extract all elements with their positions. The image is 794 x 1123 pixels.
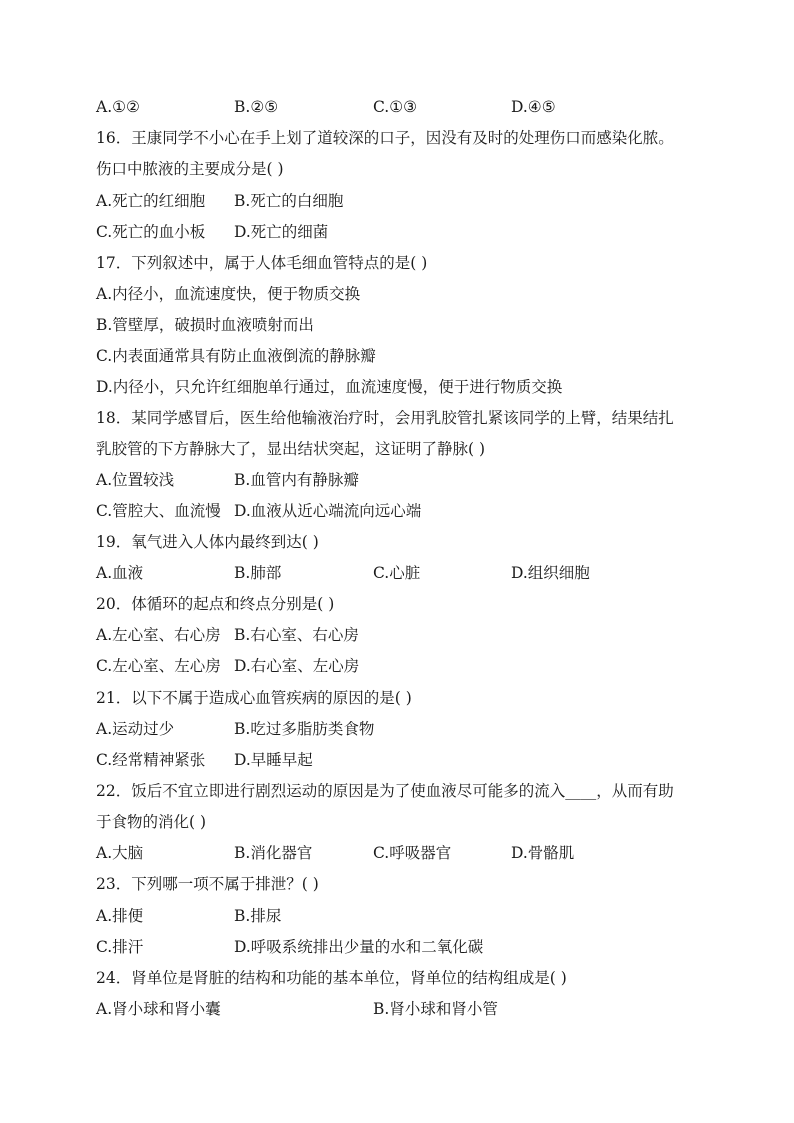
q18-stem-line2: 乳胶管的下方静脉大了，显出结状突起，这证明了静脉( ) (96, 440, 486, 458)
q17-option-b: B.管壁厚，破损时血液喷射而出 (96, 316, 314, 334)
q16-option-c: C.死亡的血小板 (96, 223, 206, 241)
q24-option-b: B.肾小球和肾小管 (373, 1000, 498, 1018)
q23-option-d: D.呼吸系统排出少量的水和二氧化碳 (234, 938, 484, 956)
q23-stem: 23．下列哪一项不属于排泄？( ) (96, 875, 319, 893)
q20-option-d: D.右心室、左心房 (234, 657, 360, 675)
q21-stem: 21．以下不属于造成心血管疾病的原因的是( ) (96, 689, 412, 707)
q17-option-d: D.内径小，只允许红细胞单行通过，血流速度慢，便于进行物质交换 (96, 378, 563, 396)
q15-option-b: B.②⑤ (234, 98, 279, 116)
q16-option-b: B.死亡的白细胞 (234, 192, 344, 210)
q22-option-b: B.消化器官 (234, 844, 313, 862)
q20-stem: 20．体循环的起点和终点分别是( ) (96, 595, 335, 613)
q22-stem-line2: 于食物的消化( ) (96, 813, 207, 831)
q20-option-a: A.左心室、右心房 (96, 626, 221, 644)
q23-option-c: C.排汗 (96, 938, 144, 956)
q22-stem-line1: 22．饭后不宜立即进行剧烈运动的原因是为了使血液尽可能多的流入____，从而有助 (96, 782, 674, 800)
q15-option-c: C.①③ (373, 98, 418, 116)
q15-option-d: D.④⑤ (511, 98, 556, 116)
q17-option-a: A.内径小，血流速度快，便于物质交换 (96, 285, 361, 303)
q20-option-c: C.左心室、左心房 (96, 657, 221, 675)
q22-option-a: A.大脑 (96, 844, 144, 862)
q21-option-d: D.早睡早起 (234, 751, 313, 769)
q18-stem-line1: 18．某同学感冒后，医生给他输液治疗时，会用乳胶管扎紧该同学的上臂，结果结扎 (96, 409, 674, 427)
q21-option-c: C.经常精神紧张 (96, 751, 206, 769)
q22-option-c: C.呼吸器官 (373, 844, 452, 862)
q18-option-d: D.血液从近心端流向远心端 (234, 502, 422, 520)
q21-option-a: A.运动过少 (96, 720, 175, 738)
q18-option-b: B.血管内有静脉瓣 (234, 471, 359, 489)
q21-option-b: B.吃过多脂肪类食物 (234, 720, 375, 738)
q19-option-c: C.心脏 (373, 564, 421, 582)
q19-option-b: B.肺部 (234, 564, 282, 582)
q22-option-d: D.骨骼肌 (511, 844, 575, 862)
q19-stem: 19．氧气进入人体内最终到达( ) (96, 533, 319, 551)
q24-stem: 24．肾单位是肾脏的结构和功能的基本单位，肾单位的结构组成是( ) (96, 969, 567, 987)
q18-option-a: A.位置较浅 (96, 471, 175, 489)
q16-stem-line2: 伤口中脓液的主要成分是( ) (96, 160, 284, 178)
q19-option-d: D.组织细胞 (511, 564, 590, 582)
q16-option-d: D.死亡的细菌 (234, 223, 329, 241)
q17-stem: 17．下列叙述中，属于人体毛细血管特点的是( ) (96, 254, 428, 272)
q19-option-a: A.血液 (96, 564, 144, 582)
q16-option-a: A.死亡的红细胞 (96, 192, 206, 210)
q16-stem-line1: 16．王康同学不小心在手上划了道较深的口子，因没有及时的处理伤口而感染化脓。 (96, 129, 674, 147)
q17-option-c: C.内表面通常具有防止血液倒流的静脉瓣 (96, 347, 376, 365)
q20-option-b: B.右心室、右心房 (234, 626, 359, 644)
q15-option-a: A.①② (96, 98, 140, 116)
q24-option-a: A.肾小球和肾小囊 (96, 1000, 221, 1018)
q18-option-c: C.管腔大、血流慢 (96, 502, 221, 520)
q23-option-b: B.排尿 (234, 907, 282, 925)
q23-option-a: A.排便 (96, 907, 144, 925)
